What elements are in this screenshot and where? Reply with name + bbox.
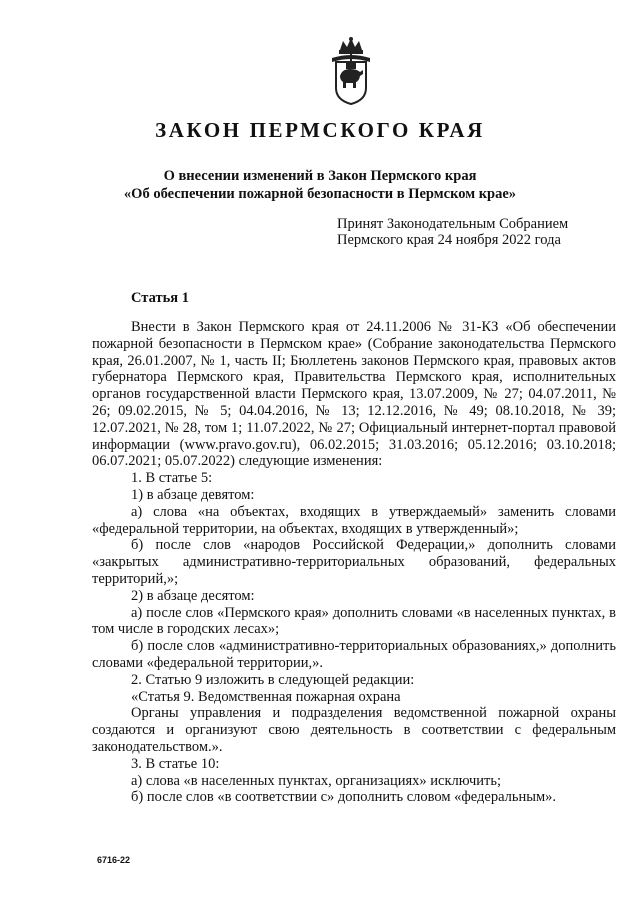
law-subtitle <box>0 167 640 203</box>
adoption-line: Пермского края 24 ноября 2022 года <box>337 232 561 248</box>
paragraph: 3. В статье 10: <box>131 755 220 772</box>
adoption-note <box>337 216 568 248</box>
paragraph: 1) в абзаце девятом: <box>131 486 255 503</box>
paragraph: б) после слов «народов Российской Федерации,» дополнить словами «закрытых административно-территориальных образований, федеральных территорий,»; <box>92 537 616 587</box>
article-heading: Статья 1 <box>131 290 189 306</box>
article-body <box>92 319 616 806</box>
paragraph: 1. В статье 5: <box>131 470 213 487</box>
adoption-line: Принят Законодательным Собранием <box>337 216 569 232</box>
paragraph: 2. Статью 9 изложить в следующей редакции: <box>131 671 415 688</box>
paragraph: Внести в Закон Пермского края от 24.11.2006 № 31-КЗ «Об обеспечении пожарной безопасности в Пермском крае» (Собрание законодательства Пермского края, 26.01.2007, № 1, часть II; Бюллетень законов Пермского края, правовых актов губернатора Пермского края, Правительства Пермского края, исполнительных органов государственной власти Пермского края, 13.07.2009, № 27; 04.07.2011, № 26; 09.02.2015, № 5; 04.04.2016, № 13; 12.12.2016, № 49; 08.10.2018, № 39; 12.07.2021, № 28, том 1; 11.07.2022, № 27; Официальный интернет-портал правовой информации (www.pravo.gov.ru), 06.02.2015; 31.03.2016; 05.12.2016; 03.10.2018; 06.07.2021; 05.07.2022) следующие изменения: <box>92 319 616 470</box>
coat-of-arms-icon <box>326 36 376 106</box>
document-code: 6716-22 <box>97 855 131 865</box>
paragraph: Органы управления и подразделения ведомственной пожарной охраны создаются и организуют свою деятельность в соответствии с федеральным законодательством.». <box>92 705 616 755</box>
paragraph: а) слова «на объектах, входящих в утверждаемый» заменить словами «федеральной территории, на объектах, входящих в утвержденный»; <box>92 503 616 537</box>
subtitle-line: О внесении изменений в Закон Пермского края <box>163 168 477 184</box>
subtitle-line: «Об обеспечении пожарной безопасности в Пермском крае» <box>123 186 517 202</box>
paragraph: б) после слов «в соответствии с» дополнить словом «федеральным». <box>131 789 557 806</box>
paragraph: а) слова «в населенных пунктах, организациях» исключить; <box>131 772 502 789</box>
paragraph: «Статья 9. Ведомственная пожарная охрана <box>131 688 401 705</box>
law-title: ЗАКОН ПЕРМСКОГО КРАЯ <box>155 118 485 142</box>
paragraph: а) после слов «Пермского края» дополнить словами «в населенных пунктах, в том числе в городских лесах»; <box>92 604 616 638</box>
paragraph: 2) в абзаце десятом: <box>131 587 255 604</box>
paragraph: б) после слов «административно-территориальных образованиях,» дополнить словами «федеральной территории,». <box>92 638 616 671</box>
